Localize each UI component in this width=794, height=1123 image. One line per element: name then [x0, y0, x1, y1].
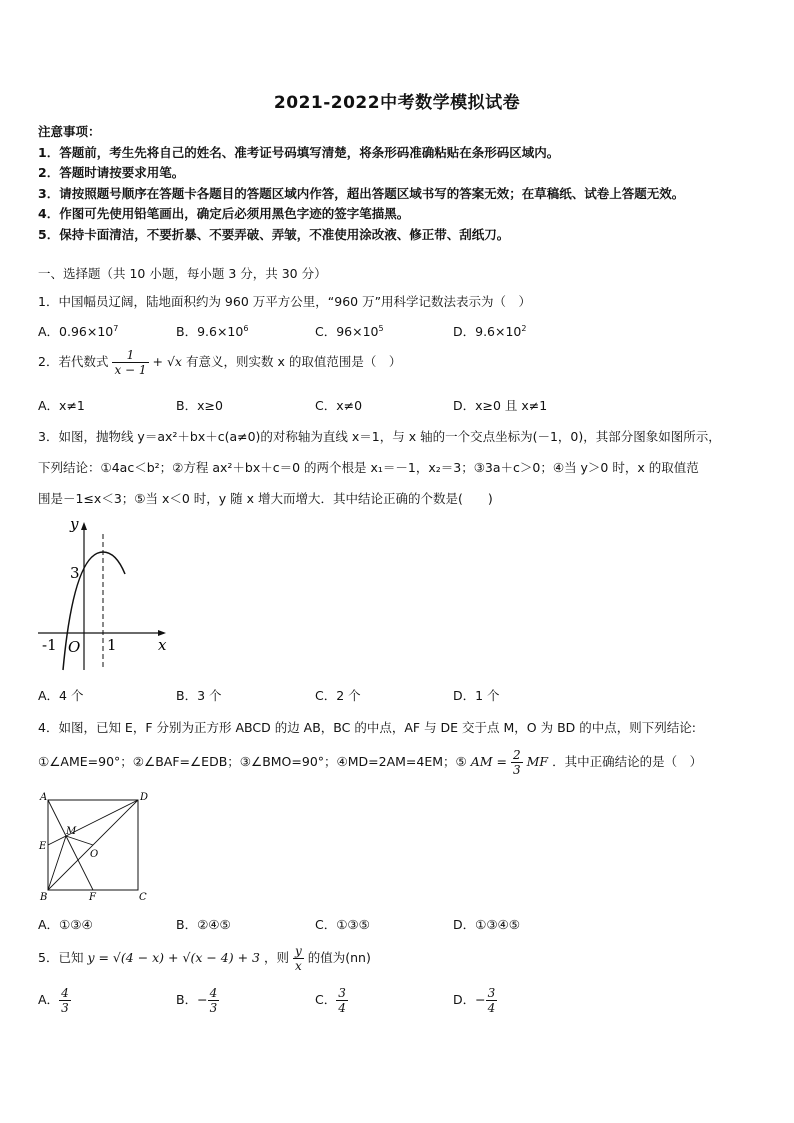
option-d: D．x≥0 且 x≠1	[453, 398, 548, 413]
option-a	[38, 322, 118, 340]
option-b-exp: 6	[243, 323, 249, 333]
fraction-numerator: 4	[61, 986, 69, 1000]
fraction-numerator: 3	[338, 986, 346, 1000]
question-3-options	[38, 686, 758, 704]
option-c-label: C．96×10	[315, 324, 379, 339]
question-4-fraction	[511, 748, 523, 777]
point-o-label: O	[90, 849, 99, 860]
notice-item: 1．答题前，考生先将自己的姓名、准考证号码填写清楚，将条形码准确粘贴在条形码区域内。	[38, 144, 560, 160]
label-3: 3	[70, 564, 80, 582]
x-label: x	[158, 636, 167, 654]
option-d	[453, 986, 497, 1015]
question-5-text	[38, 944, 371, 973]
question-4-eq-left: AM =	[470, 754, 507, 769]
question-5-fraction	[293, 944, 304, 973]
notice-item: 2．答题时请按要求用笔。	[38, 165, 185, 180]
question-3-line-1: 3．如图，抛物线 y＝ax²＋bx＋c(a≠0)的对称轴为直线 x＝1，与 x 轴的一个交点坐标为(－1，0)，其部分图象如图所示，	[38, 429, 721, 444]
label-1: 1	[107, 636, 117, 654]
option-c-fraction	[336, 986, 348, 1015]
option-c-label: C．	[315, 992, 337, 1007]
option-b: B．②④⑤	[176, 917, 231, 932]
point-m-label: M	[66, 826, 77, 837]
option-c	[315, 322, 384, 340]
option-a-fraction	[59, 986, 71, 1015]
segment-de	[48, 800, 138, 845]
notice-block	[38, 122, 778, 245]
option-b: B．3 个	[176, 688, 222, 703]
question-5-prefix: 5．已知	[38, 950, 84, 965]
point-b-label: B	[40, 892, 48, 903]
fraction-denominator: x − 1	[114, 363, 147, 377]
notice-item: 4．作图可先使用铅笔画出，确定后必须用黑色字迹的签字笔描黑。	[38, 206, 410, 221]
option-c: C．①③⑤	[315, 917, 370, 932]
option-b-label: B．	[176, 992, 198, 1007]
option-b-sign: −	[197, 992, 208, 1007]
question-2-text	[38, 348, 401, 377]
fraction-numerator: 3	[487, 986, 496, 1000]
fraction-numerator: 1	[126, 348, 135, 362]
point-a-label: A	[40, 792, 48, 803]
y-axis-arrow	[81, 522, 87, 530]
fraction-denominator: 4	[338, 1001, 346, 1015]
option-d-label: D．9.6×10	[453, 324, 522, 339]
fraction-denominator: 3	[61, 1001, 69, 1015]
question-4-suffix: ．其中正确结论的是（ ）	[552, 754, 703, 769]
question-1-options	[38, 322, 758, 340]
option-b	[176, 322, 248, 340]
question-5-equation: y = √(4 − x) + √(x − 4) + 3	[87, 950, 260, 965]
fraction-denominator: 3	[209, 1001, 218, 1015]
question-4-options	[38, 915, 758, 933]
option-d-fraction	[486, 986, 498, 1015]
option-a: A．x≠1	[38, 398, 85, 413]
option-a: A．①③④	[38, 917, 93, 932]
notice-heading: 注意事项：	[38, 124, 101, 139]
fraction-numerator: y	[294, 944, 302, 958]
question-2-sqrt: + √x	[152, 354, 182, 369]
y-label: y	[70, 515, 79, 533]
label-neg1: -1	[42, 636, 57, 654]
page-title: 2021-2022中考数学模拟试卷	[273, 93, 521, 113]
option-b-fraction	[208, 986, 220, 1015]
notice-item: 3．请按照题号顺序在答题卡各题目的答题区域内作答，超出答题区域书写的答案无效；在草稿纸、试卷上答题无效。	[38, 185, 685, 201]
question-4-eq-right: MF	[526, 754, 549, 769]
option-a-label: A．0.96×10	[38, 324, 114, 339]
option-c-exp: 5	[378, 323, 384, 333]
point-f-label: F	[89, 892, 96, 903]
question-4-line-1: 4．如图，已知 E，F 分别为正方形 ABCD 的边 AB，BC 的中点，AF 与 DE 交于点 M，O 为 BD 的中点，则下列结论:	[38, 720, 696, 735]
option-d-label: D．	[453, 992, 476, 1007]
label-origin: O	[68, 638, 81, 656]
question-4-square-figure	[36, 790, 152, 904]
question-2-prefix: 2．若代数式	[38, 354, 109, 369]
point-c-label: C	[139, 892, 147, 903]
option-b: B．x≥0	[176, 398, 223, 413]
option-a	[38, 986, 71, 1015]
option-a-label: A．	[38, 992, 60, 1007]
notice-item: 5．保持卡面清洁，不要折暴、不要弄破、弄皱，不准使用涂改液、修正带、刮纸刀。	[38, 226, 510, 242]
option-a: A．4 个	[38, 688, 84, 703]
question-5-suffix: 的值为(nn)	[307, 950, 371, 965]
option-a-exp: 7	[113, 323, 119, 333]
option-d: D．①③④⑤	[453, 917, 520, 932]
fraction-denominator: 3	[512, 763, 521, 777]
option-d: D．1 个	[453, 688, 500, 703]
question-4-line-2	[38, 748, 702, 777]
segment-af	[48, 800, 93, 890]
option-c: C．2 个	[315, 688, 361, 703]
option-c: C．x≠0	[315, 398, 363, 413]
question-3-line-2: 下列结论：①4ac＜b²；②方程 ax²＋bx＋c＝0 的两个根是 x₁＝－1，x₂＝3；③3a＋c＞0；④当 y＞0 时，x 的取值范	[38, 460, 699, 475]
fraction-numerator: 4	[209, 986, 218, 1000]
question-3-parabola-figure	[36, 512, 176, 674]
question-2-fraction	[112, 348, 148, 377]
question-2-suffix: 有意义，则实数 x 的取值范围是（ ）	[185, 354, 402, 369]
option-b	[176, 986, 219, 1015]
question-2-options	[38, 396, 758, 414]
question-4-statements: ①∠AME=90°；②∠BAF=∠EDB；③∠BMO=90°；④MD=2AM=4EM；⑤	[38, 754, 467, 769]
point-e-label: E	[39, 841, 47, 852]
section-heading: 一、选择题（共 10 小题，每小题 3 分，共 30 分）	[38, 266, 327, 281]
question-5-options	[38, 986, 758, 1026]
question-5-middle: ，则	[263, 950, 289, 965]
fraction-denominator: x	[294, 959, 302, 973]
option-b-label: B．9.6×10	[176, 324, 244, 339]
option-c	[315, 986, 348, 1015]
option-d	[453, 322, 526, 340]
fraction-numerator: 2	[512, 748, 521, 762]
option-d-exp: 2	[521, 323, 527, 333]
fraction-denominator: 4	[487, 1001, 496, 1015]
point-d-label: D	[140, 792, 149, 803]
option-d-sign: −	[475, 992, 486, 1007]
question-3-line-3: 围是－1≤x＜3；⑤当 x＜0 时，y 随 x 增大而增大．其中结论正确的个数是( )	[38, 491, 493, 506]
question-1-text: 1．中国幅员辽阔，陆地面积约为 960 万平方公里，“960 万”用科学记数法表示为（ ）	[38, 294, 532, 309]
